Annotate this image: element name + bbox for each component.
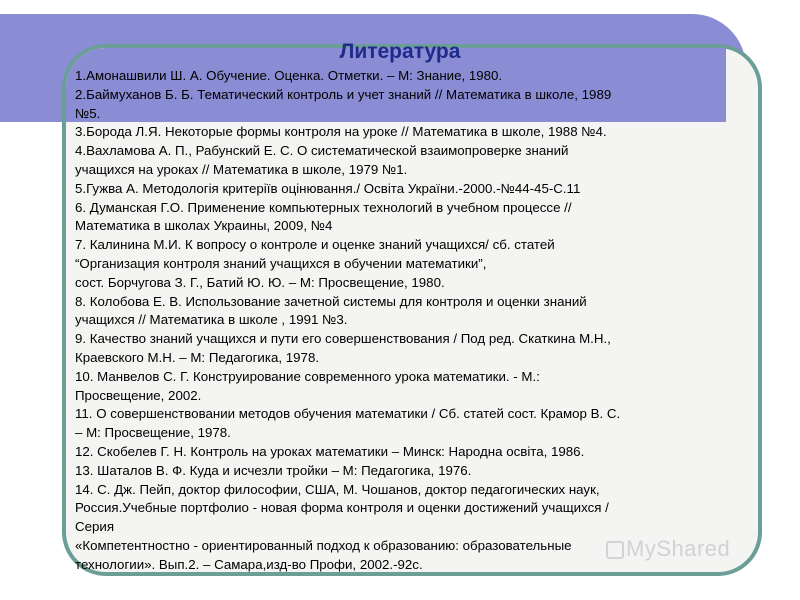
bibliography-line: 11. О совершенствовании методов обучения математики / Сб. статей сост. Крамор В. С. bbox=[75, 406, 621, 422]
bibliography-line: 6. Думанская Г.О. Применение компьютерных технологий в учебном процессе // bbox=[75, 199, 572, 215]
bibliography-list bbox=[75, 67, 725, 575]
bibliography-line: 13. Шаталов В. Ф. Куда и исчезли тройки – М: Педагогика, 1976. bbox=[75, 462, 472, 478]
watermark bbox=[596, 536, 730, 562]
bibliography-line: 8. Колобова Е. В. Использование зачетной системы для контроля и оценки знаний bbox=[75, 293, 587, 309]
bibliography-line: учащихся // Математика в школе , 1991 №3. bbox=[75, 312, 348, 328]
bibliography-line: 14. С. Дж. Пейп, доктор философии, США, М. Чошанов, доктор педагогических наук, bbox=[75, 481, 600, 497]
bibliography-line: Серия bbox=[75, 519, 115, 535]
bibliography-line: 3.Борода Л.Я. Некоторые формы контроля на уроке // Математика в школе, 1988 №4. bbox=[75, 124, 607, 140]
bibliography-line: – М: Просвещение, 1978. bbox=[75, 425, 231, 441]
bibliography-line: 12. Скобелев Г. Н. Контроль на уроках математики – Минск: Народна освіта, 1986. bbox=[75, 443, 585, 459]
bibliography-line: сост. Борчугова З. Г., Батий Ю. Ю. – М: Просвещение, 1980. bbox=[75, 274, 445, 290]
bibliography-line: №5. bbox=[75, 105, 101, 121]
bibliography-line: 9. Качество знаний учащихся и пути его совершенствования / Под ред. Скаткина М.Н., bbox=[75, 331, 611, 347]
bibliography-line: 2.Баймуханов Б. Б. Тематический контроль и учет знаний // Математика в школе, 1989 bbox=[75, 86, 612, 102]
watermark-text: MyShared bbox=[626, 536, 731, 561]
bibliography-line: Краевского М.Н. – М: Педагогика, 1978. bbox=[75, 349, 320, 365]
bibliography-line: технологии». Вып.2. – Самара,изд-во Профи, 2002.-92с. bbox=[75, 556, 423, 572]
bibliography-line: Математика в школах Украины, 2009, №4 bbox=[75, 218, 333, 234]
bibliography-line: 5.Гужва А. Методологія критеріїв оцінювання./ Освіта України.-2000.-№44-45-С.11 bbox=[75, 180, 581, 196]
bibliography-line: Просвещение, 2002. bbox=[75, 387, 202, 403]
bibliography-line: учащихся на уроках // Математика в школе, 1979 №1. bbox=[75, 161, 408, 177]
bibliography-line: 10. Манвелов С. Г. Конструирование современного урока математики. - М.: bbox=[75, 368, 540, 384]
bibliography-line: Россия.Учебные портфолио - новая форма контроля и оценки достижений учащихся / bbox=[75, 500, 609, 516]
bibliography-line: «Компетентностно - ориентированный подход к образованию: образовательные bbox=[75, 537, 572, 553]
slide-title: Литература bbox=[339, 40, 461, 63]
bibliography-line: 7. Калинина М.И. К вопросу о контроле и оценке знаний учащихся/ сб. статей bbox=[75, 237, 555, 253]
bibliography-line: 1.Амонашвили Ш. А. Обучение. Оценка. Отметки. – М: Знание, 1980. bbox=[75, 68, 503, 83]
bibliography-line: 4.Вахламова А. П., Рабунский Е. С. О систематической взаимопроверке знаний bbox=[75, 143, 569, 159]
bibliography-line: “Организация контроля знаний учащихся в обучении математики”, bbox=[75, 255, 487, 271]
